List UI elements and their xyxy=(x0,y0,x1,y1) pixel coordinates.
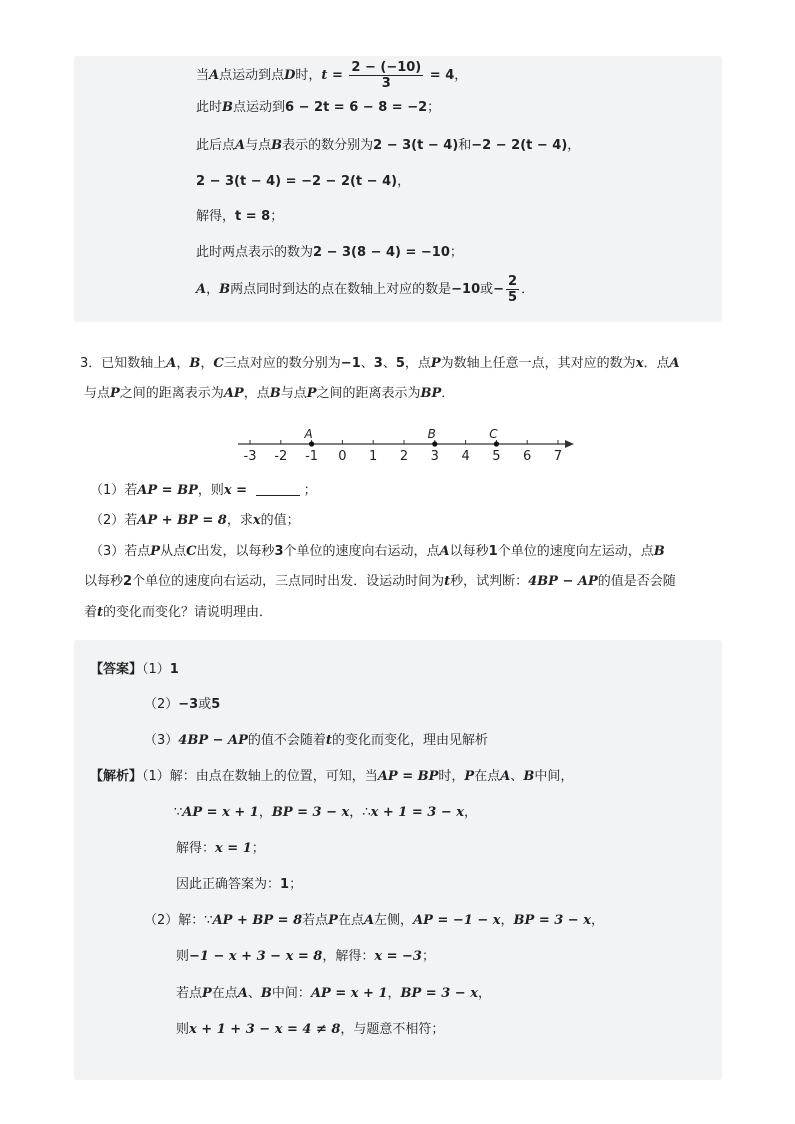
text: 为数轴上任意一点，其对应的数为 xyxy=(440,356,636,371)
question-part-3-line-1 xyxy=(90,542,665,562)
number-line-tick-label: 7 xyxy=(553,449,563,464)
value: 3 xyxy=(274,544,284,559)
text: 的值不会随着 xyxy=(247,733,326,748)
equation: −1 − x + 3 − x = 8 xyxy=(189,949,323,964)
solution-line-2 xyxy=(196,98,440,118)
number-line-tick-label: -2 xyxy=(274,449,288,464)
solution-line-6 xyxy=(196,243,463,263)
text: 个单位的速度向右运动，点 xyxy=(283,544,440,559)
var-c: C xyxy=(213,356,224,371)
part-number: （2） xyxy=(144,697,179,712)
text: 点运动到 xyxy=(233,100,286,115)
solution-line-7 xyxy=(196,273,534,307)
equation: AP + BP = 8 xyxy=(137,513,227,528)
text: 与点 xyxy=(280,386,307,401)
text: ，求 xyxy=(226,513,253,528)
var-t: t xyxy=(444,574,451,589)
text: 秒，试判断： xyxy=(450,574,529,589)
analysis-line-6 xyxy=(176,947,435,967)
equation: AP = x + 1 xyxy=(310,986,388,1001)
punct: ； xyxy=(449,245,463,260)
value: −1 xyxy=(340,356,361,371)
text: 三点对应的数分别为 xyxy=(223,356,341,371)
therefore-symbol: ∴ xyxy=(362,805,371,820)
solution-line-3 xyxy=(196,136,580,156)
var-a: A xyxy=(439,544,450,559)
question-line-2 xyxy=(84,384,454,404)
text: 的变化而变化，理由见解析 xyxy=(331,733,488,748)
text: 的值； xyxy=(260,513,300,528)
text: 若点 xyxy=(124,544,151,559)
equation: AP = −1 − x xyxy=(413,913,501,928)
because-symbol: ∵ xyxy=(174,805,183,820)
part-number: （3） xyxy=(90,544,125,559)
analysis-line-3 xyxy=(176,839,265,859)
fraction xyxy=(506,274,519,305)
text: 则 xyxy=(176,1022,190,1037)
var-p: P xyxy=(150,544,161,559)
text: 在点 xyxy=(211,986,238,1001)
text: 在点 xyxy=(474,769,501,784)
question-part-3-line-3 xyxy=(84,603,272,623)
var-bp: BP xyxy=(420,386,442,401)
var-a: A xyxy=(237,986,248,1001)
punct: ， xyxy=(349,805,363,820)
text: 表示的数分别为 xyxy=(282,138,374,153)
text: 或 xyxy=(198,697,212,712)
text: 因此正确答案为： xyxy=(176,877,281,892)
var-p: P xyxy=(464,769,475,784)
number-line-arrow xyxy=(565,440,574,448)
punct: ； xyxy=(303,483,317,498)
var-c: C xyxy=(186,544,197,559)
question-number: 3． xyxy=(80,356,102,371)
var-b: B xyxy=(271,138,283,153)
var-b: B xyxy=(653,544,665,559)
answer-blank[interactable] xyxy=(256,481,300,496)
var-b: B xyxy=(260,986,272,1001)
var-ap: AP xyxy=(223,386,244,401)
number-line-tick-label: 2 xyxy=(399,449,409,464)
equation: 2 − 3(t − 4) = −2 − 2(t − 4) xyxy=(196,174,398,189)
punct: ， xyxy=(206,282,220,297)
punct: ， xyxy=(590,913,604,928)
equation: BP = 3 − x xyxy=(513,913,591,928)
part-number: （2） xyxy=(90,513,125,528)
part-number: （1） xyxy=(142,662,170,677)
value: 1 xyxy=(169,662,179,677)
part-number: （1） xyxy=(90,483,125,498)
punct: ； xyxy=(427,100,441,115)
number-line-tick-label: 0 xyxy=(338,449,347,464)
text: 解得， xyxy=(196,209,236,224)
fraction-denominator: 3 xyxy=(381,76,391,91)
analysis-line-1 xyxy=(90,767,573,787)
text: ，点 xyxy=(404,356,431,371)
analysis-line-5 xyxy=(144,911,604,931)
var-a: A xyxy=(166,356,177,371)
text: 中间： xyxy=(271,986,311,1001)
punct: ， xyxy=(200,356,214,371)
punct: ， xyxy=(477,986,491,1001)
analysis-line-7 xyxy=(176,984,491,1004)
punct: ， xyxy=(464,805,478,820)
punct: ， xyxy=(176,356,190,371)
value: −3 xyxy=(178,697,199,712)
fraction-denominator: 5 xyxy=(508,290,518,305)
text: 着 xyxy=(84,605,98,620)
minus-sign: − xyxy=(493,282,505,297)
equation: x + 1 + 3 − x = 4 ≠ 8 xyxy=(189,1022,341,1037)
number-line-point-a xyxy=(309,441,314,446)
text: 与点 xyxy=(245,138,272,153)
part-number: （3） xyxy=(144,733,179,748)
answer-line-1 xyxy=(90,660,179,680)
text: ，与题意不相符； xyxy=(340,1022,445,1037)
expression: 6 − 2t = 6 − 8 = −2 xyxy=(285,100,428,115)
text: 则 xyxy=(176,949,190,964)
var-p: P xyxy=(430,356,441,371)
analysis-line-4 xyxy=(176,875,302,895)
text: 此时两点表示的数为 xyxy=(196,245,314,260)
number-line xyxy=(232,426,582,466)
expression: t = 8 xyxy=(235,209,271,224)
text: 解： xyxy=(178,913,205,928)
text: 中间， xyxy=(534,769,574,784)
value: 5 xyxy=(211,697,221,712)
punct: ； xyxy=(270,209,284,224)
equation: x = −3 xyxy=(374,949,422,964)
part-number: （1） xyxy=(142,769,170,784)
var-b: B xyxy=(219,282,231,297)
var-a: A xyxy=(363,913,375,928)
text: 左侧， xyxy=(374,913,414,928)
text: 两点同时到达的点在数轴上对应的数是 xyxy=(230,282,452,297)
text: 此后点 xyxy=(196,138,236,153)
answer-line-3 xyxy=(144,731,488,751)
fraction-numerator: 2 − (−10) xyxy=(351,60,422,75)
number-line-tick-label: 6 xyxy=(523,449,532,464)
number-line-tick-label: 1 xyxy=(369,449,378,464)
text: ．点 xyxy=(643,356,670,371)
text: 若点 xyxy=(302,913,329,928)
text: 以每秒 xyxy=(449,544,489,559)
text: 之间的距离表示为 xyxy=(119,386,224,401)
var-p: P xyxy=(328,913,338,928)
text: 若点 xyxy=(176,986,203,1001)
var-p: P xyxy=(306,386,317,401)
question-line-1 xyxy=(80,354,680,374)
number-line-point-label: A xyxy=(304,427,313,441)
expression: 2 − 3(t − 4) xyxy=(373,138,459,153)
expression: 4BP − AP xyxy=(528,574,598,589)
var-b: B xyxy=(523,769,535,784)
punct: ， xyxy=(397,174,411,189)
text: 点运动到点 xyxy=(219,68,285,83)
punct: ， xyxy=(500,913,514,928)
text: ，点 xyxy=(243,386,270,401)
punct: 、 xyxy=(510,769,524,784)
number-line-tick-label: 3 xyxy=(430,449,439,464)
punct: ， xyxy=(258,805,272,820)
var-x: x xyxy=(635,356,644,371)
text: 的变化而变化？请说明理由． xyxy=(103,605,273,620)
number-line-point-label: B xyxy=(427,427,436,441)
expression: 4BP − AP xyxy=(178,733,248,748)
number-line-tick-label: 4 xyxy=(461,449,470,464)
equation: AP = BP xyxy=(137,483,198,498)
analysis-line-8 xyxy=(176,1020,444,1040)
number-line-tick-label: -1 xyxy=(305,449,319,464)
var-b: B xyxy=(189,356,201,371)
var-x: x xyxy=(252,513,261,528)
value: 5 xyxy=(395,356,405,371)
var-x: x = xyxy=(223,483,252,498)
var-a: A xyxy=(500,769,511,784)
equation: x + 1 = 3 − x xyxy=(370,805,465,820)
analysis-line-2 xyxy=(174,803,477,823)
equation: AP = BP xyxy=(377,769,439,784)
text: 个单位的速度向右运动，三点同时出发．设运动时间为 xyxy=(132,574,445,589)
punct: ． xyxy=(441,386,455,401)
solution-line-4 xyxy=(196,172,410,192)
var-t: t xyxy=(321,68,328,83)
number-line-point-c xyxy=(494,441,499,446)
punct: ， xyxy=(567,138,581,153)
text: 此时 xyxy=(196,100,223,115)
question-part-1 xyxy=(90,481,317,501)
expression: 2 − 3(8 − 4) = −10 xyxy=(313,245,450,260)
number-line-point-b xyxy=(432,441,437,446)
number-line-tick-label: 5 xyxy=(492,449,501,464)
equation: BP = 3 − x xyxy=(271,805,350,820)
answer-line-2 xyxy=(144,695,220,715)
text: ，解得： xyxy=(322,949,375,964)
value: 3 xyxy=(373,356,383,371)
var-p: P xyxy=(110,386,120,401)
text: 当 xyxy=(196,68,210,83)
text: 已知数轴上 xyxy=(101,356,167,371)
equation: BP = 3 − x xyxy=(400,986,478,1001)
var-t: t xyxy=(97,605,104,620)
var-a: A xyxy=(669,356,680,371)
text: 解得： xyxy=(176,841,216,856)
value: 2 xyxy=(123,574,133,589)
question-part-3-line-2 xyxy=(84,572,676,592)
equation: AP + BP = 8 xyxy=(212,913,303,928)
number-line-point-label: C xyxy=(489,427,498,441)
fraction xyxy=(349,60,423,91)
var-d: D xyxy=(284,68,296,83)
equals: = xyxy=(327,68,348,83)
result: = 4 xyxy=(425,68,455,83)
text: 在点 xyxy=(337,913,364,928)
text: 以每秒 xyxy=(84,574,124,589)
var-a: A xyxy=(235,138,246,153)
var-t: t xyxy=(325,733,332,748)
value: −10 xyxy=(451,282,481,297)
punct: ； xyxy=(251,841,265,856)
part-number: （2） xyxy=(144,913,179,928)
text: 或 xyxy=(480,282,494,297)
punct: ， xyxy=(387,986,401,1001)
var-b: B xyxy=(269,386,281,401)
text: ，则 xyxy=(197,483,224,498)
punct: ， xyxy=(454,68,468,83)
punct: 、 xyxy=(382,356,396,371)
punct: 、 xyxy=(247,986,261,1001)
expression: −2 − 2(t − 4) xyxy=(471,138,568,153)
number-line-tick-label: -3 xyxy=(243,449,257,464)
text: 从点 xyxy=(160,544,187,559)
text: 和 xyxy=(458,138,472,153)
text: 之间的距离表示为 xyxy=(316,386,421,401)
value: 1 xyxy=(280,877,290,892)
var-b: B xyxy=(222,100,234,115)
text: 出发，以每秒 xyxy=(196,544,275,559)
equation: AP = x + 1 xyxy=(182,805,259,820)
solution-line-1 xyxy=(196,60,467,91)
var-a: A xyxy=(196,282,207,297)
text: 时， xyxy=(438,769,465,784)
solution-line-5 xyxy=(196,207,283,227)
fraction-numerator: 2 xyxy=(508,274,518,289)
equation: x = 1 xyxy=(215,841,252,856)
because-symbol: ∵ xyxy=(204,913,213,928)
text: 的值是否会随 xyxy=(597,574,676,589)
text: 与点 xyxy=(84,386,111,401)
punct: ； xyxy=(289,877,303,892)
punct: ． xyxy=(521,282,535,297)
var-p: P xyxy=(202,986,212,1001)
question-part-2 xyxy=(90,511,300,531)
text: 若 xyxy=(124,513,138,528)
text: 若 xyxy=(124,483,138,498)
answer-label: 【答案】 xyxy=(90,662,143,677)
text: 时， xyxy=(295,68,322,83)
var-a: A xyxy=(209,68,220,83)
text: 个单位的速度向左运动，点 xyxy=(497,544,654,559)
text: 解：由点在数轴上的位置，可知，当 xyxy=(169,769,378,784)
analysis-label: 【解析】 xyxy=(90,769,143,784)
punct: ； xyxy=(421,949,435,964)
value: 1 xyxy=(488,544,498,559)
punct: 、 xyxy=(360,356,374,371)
